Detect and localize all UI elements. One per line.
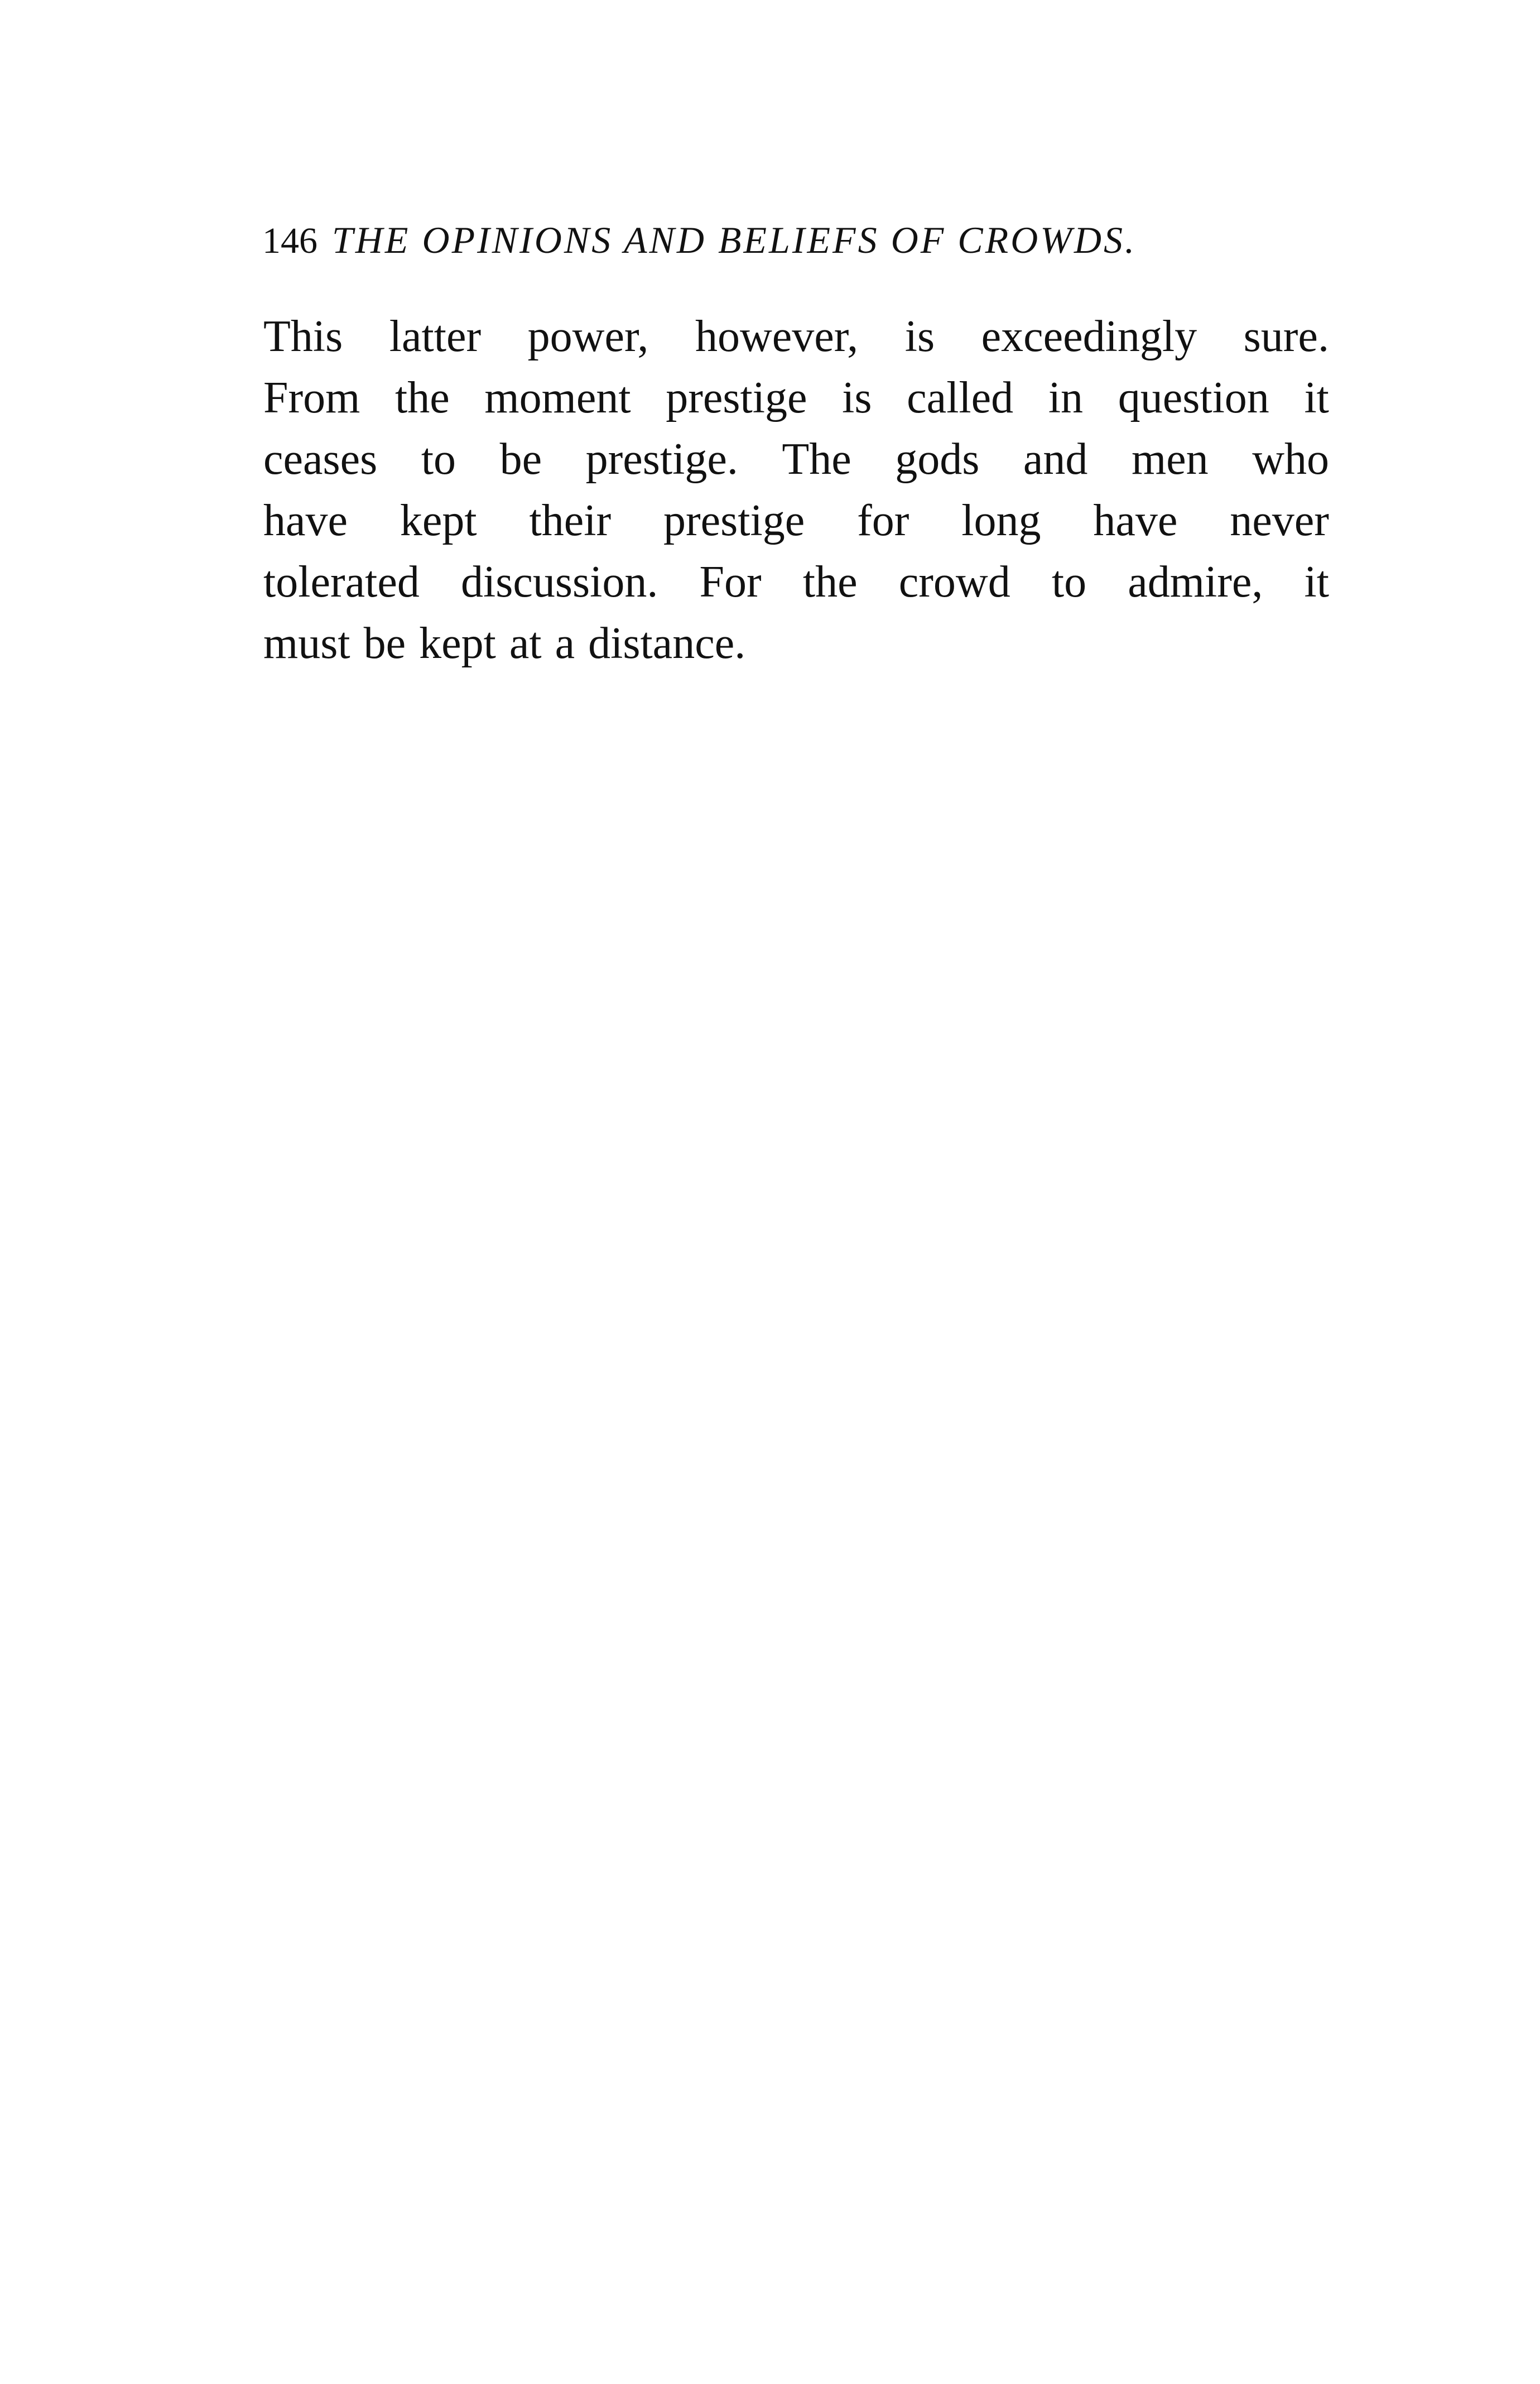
word: From xyxy=(263,373,360,422)
word: the xyxy=(802,557,858,607)
text-line xyxy=(263,429,1329,490)
word: for xyxy=(857,496,909,545)
word: question xyxy=(1118,373,1269,422)
word: distance. xyxy=(588,619,746,668)
text-line xyxy=(263,613,1329,674)
word: is xyxy=(842,373,872,422)
page-number: 146 xyxy=(262,220,317,261)
word: kept xyxy=(419,619,496,668)
word: at xyxy=(509,619,542,668)
word: long xyxy=(961,496,1041,545)
word: called xyxy=(907,373,1014,422)
word: in xyxy=(1048,373,1084,422)
text-line xyxy=(263,490,1329,551)
word: admire, xyxy=(1128,557,1263,607)
word: it xyxy=(1304,557,1329,607)
word: moment xyxy=(484,373,631,422)
word: discussion. xyxy=(461,557,658,607)
word: tolerated xyxy=(263,557,420,607)
word: a xyxy=(555,619,575,668)
word: prestige. xyxy=(585,435,738,484)
word: This xyxy=(263,312,343,361)
word: men xyxy=(1131,435,1209,484)
running-title: THE OPINIONS AND BELIEFS OF CROWDS. xyxy=(332,219,1137,261)
text-line xyxy=(263,551,1329,613)
word: prestige xyxy=(663,496,805,545)
word: who xyxy=(1252,435,1329,484)
word: however, xyxy=(695,312,859,361)
word: be xyxy=(499,435,542,484)
text-line xyxy=(263,306,1329,367)
word: ceases xyxy=(263,435,378,484)
word: be xyxy=(363,619,406,668)
word: have xyxy=(1093,496,1178,545)
word: is xyxy=(904,312,935,361)
word: latter xyxy=(389,312,482,361)
word: to xyxy=(421,435,456,484)
word: their xyxy=(529,496,612,545)
word: power, xyxy=(527,312,649,361)
word: and xyxy=(1023,435,1088,484)
word: never xyxy=(1230,496,1329,545)
word: For xyxy=(699,557,762,607)
word: sure. xyxy=(1243,312,1329,361)
word: kept xyxy=(400,496,477,545)
word: gods xyxy=(895,435,980,484)
word: must xyxy=(263,619,350,668)
word: The xyxy=(782,435,851,484)
word: it xyxy=(1304,373,1329,422)
word: crowd xyxy=(898,557,1010,607)
body-paragraph xyxy=(263,306,1329,696)
word: have xyxy=(263,496,348,545)
running-head xyxy=(262,215,1322,265)
word: to xyxy=(1051,557,1087,607)
text-line xyxy=(263,367,1329,429)
word: the xyxy=(395,373,450,422)
word: prestige xyxy=(666,373,807,422)
word: exceedingly xyxy=(981,312,1197,361)
